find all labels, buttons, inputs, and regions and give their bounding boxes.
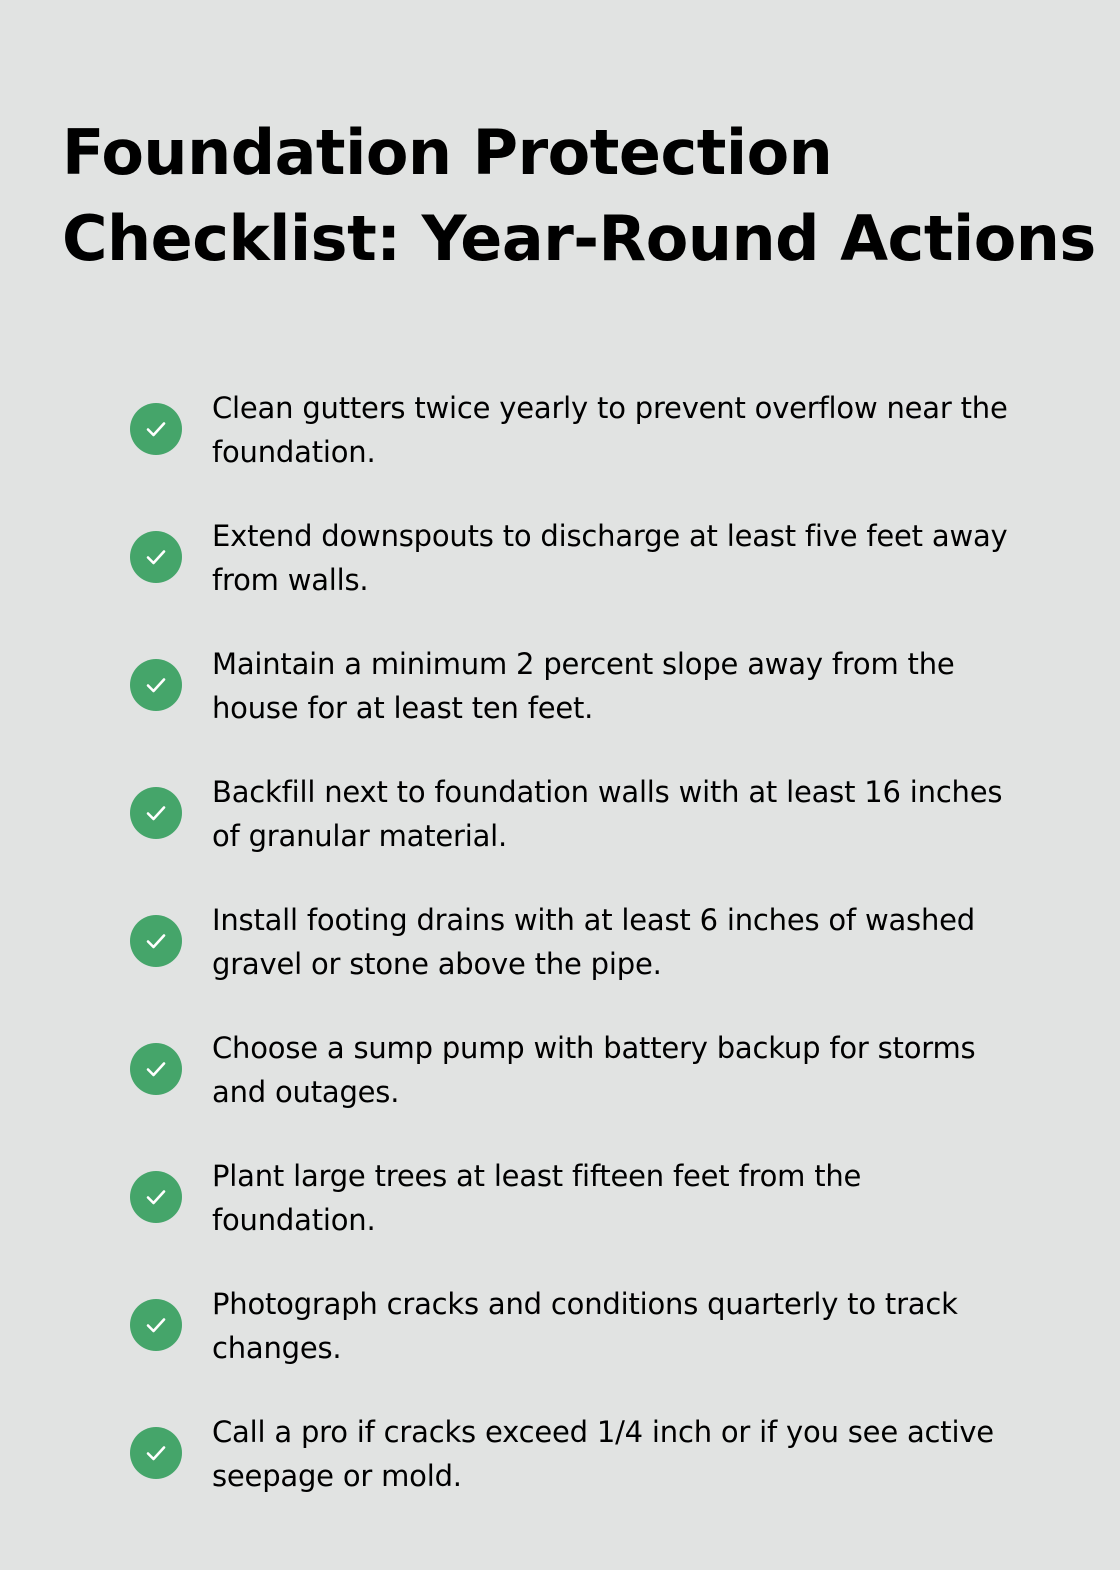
check-circle-icon — [130, 1299, 182, 1351]
checklist-item-text: Extend downspouts to discharge at least five feet away from walls. — [212, 519, 1008, 597]
checklist — [130, 366, 1050, 1518]
check-circle-icon — [130, 403, 182, 455]
checklist-item-text: Maintain a minimum 2 percent slope away from the house for at least ten feet. — [212, 647, 955, 725]
checkmark-glyph — [143, 928, 169, 954]
page-title-line-1: Foundation Protection — [62, 116, 833, 189]
checklist-item — [130, 366, 1050, 494]
check-circle-icon — [130, 787, 182, 839]
checklist-item-text: Clean gutters twice yearly to prevent overflow near the foundation. — [212, 391, 1008, 469]
page-title — [62, 110, 1096, 282]
checklist-item — [130, 494, 1050, 622]
checklist-item-text: Call a pro if cracks exceed 1/4 inch or if you see active seepage or mold. — [212, 1415, 994, 1493]
checkmark-glyph — [143, 416, 169, 442]
check-circle-icon — [130, 1427, 182, 1479]
checklist-item — [130, 1390, 1050, 1518]
check-circle-icon — [130, 1043, 182, 1095]
checklist-item — [130, 878, 1050, 1006]
checklist-item — [130, 1134, 1050, 1262]
checkmark-glyph — [143, 672, 169, 698]
check-circle-icon — [130, 659, 182, 711]
checklist-item-text: Choose a sump pump with battery backup for storms and outages. — [212, 1031, 976, 1109]
checklist-item-text: Plant large trees at least fifteen feet from the foundation. — [212, 1159, 862, 1237]
checklist-item — [130, 750, 1050, 878]
checklist-item — [130, 1006, 1050, 1134]
checkmark-glyph — [143, 800, 169, 826]
checklist-item-text: Install footing drains with at least 6 inches of washed gravel or stone above the pipe. — [212, 903, 975, 981]
checklist-item-text: Backfill next to foundation walls with at least 16 inches of granular material. — [212, 775, 1003, 853]
checkmark-glyph — [143, 1312, 169, 1338]
checklist-item-text: Photograph cracks and conditions quarterly to track changes. — [212, 1287, 958, 1365]
checklist-item — [130, 622, 1050, 750]
page-title-line-2: Checklist: Year-Round Actions — [62, 202, 1096, 275]
checkmark-glyph — [143, 1056, 169, 1082]
checkmark-glyph — [143, 1184, 169, 1210]
check-circle-icon — [130, 915, 182, 967]
check-circle-icon — [130, 531, 182, 583]
check-circle-icon — [130, 1171, 182, 1223]
checklist-item — [130, 1262, 1050, 1390]
checkmark-glyph — [143, 544, 169, 570]
checkmark-glyph — [143, 1440, 169, 1466]
